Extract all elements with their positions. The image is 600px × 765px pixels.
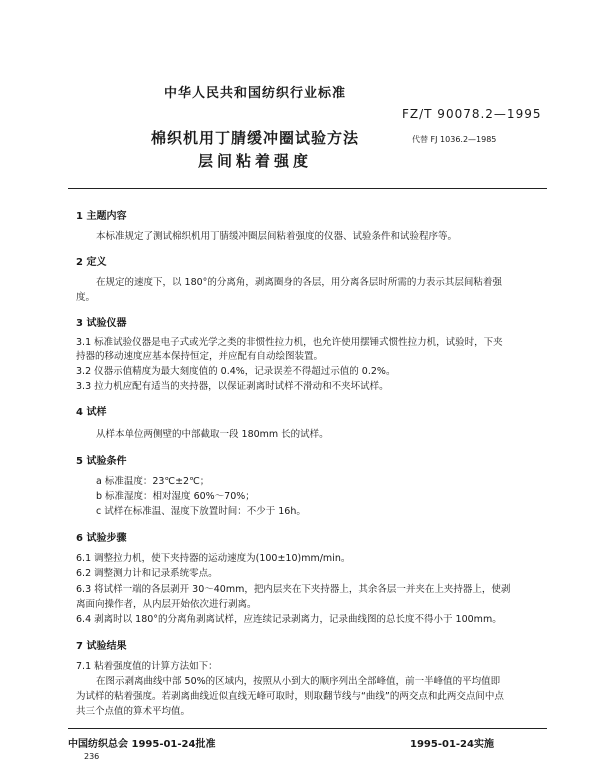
section-5-item-a: a 标准温度：23℃±2℃； [96,476,210,487]
section-6-item-3-line-2: 离面向操作者，从内层开始依次进行剥离。 [76,599,257,610]
section-2-heading: 2 定义 [76,257,107,268]
section-5-item-b: b 标准湿度：相对湿度 60%～70%； [96,491,255,502]
footer-divider [68,728,547,729]
section-4-heading: 4 试样 [76,407,107,418]
section-3-item-1-line-2: 持器的移动速度应基本保持恒定，并应配有自动绘图装置。 [76,351,324,362]
section-7-item-1: 7.1 粘着强度值的计算方法如下： [76,661,218,672]
section-6-item-4: 6.4 剥离时以 180°的分离角剥离试样，应连续记录剥离力，记录曲线图的总长度不得小于 100mm。 [76,614,502,625]
standard-number: FZ/T 90078.2—1995 [402,107,542,121]
section-3-heading: 3 试验仪器 [76,318,127,329]
document-title: 棉织机用丁腈缓冲圈试验方法 [150,129,359,147]
section-7-text-line-3: 共三个点值的算术平均值。 [76,706,191,717]
issuer-title: 中华人民共和国纺织行业标准 [163,86,346,101]
section-6-item-1: 6.1 调整拉力机，使下夹持器的运动速度为(100±10)mm/min。 [76,553,351,564]
header-divider [68,188,547,189]
replaces-note: 代替 FJ 1036.2—1985 [412,135,497,144]
page-number: 236 [84,752,100,761]
section-1-heading: 1 主题内容 [76,211,127,222]
section-1-text: 本标准规定了测试棉织机用丁腈缓冲圈层间粘着强度的仪器、试验条件和试验程序等。 [96,231,458,242]
section-5-item-c: c 试样在标准温、湿度下放置时间：不少于 16h。 [96,506,306,517]
section-7-text-line-1: 在图示剥离曲线中部 50%的区域内，按照从小到大的顺序列出全部峰值，前一半峰值的平均值即 [96,676,501,687]
section-5-heading: 5 试验条件 [76,456,127,467]
section-6-item-3-line-1: 6.3 将试样一端的各层剥开 30～40mm，把内层夹在下夹持器上，其余各层一并夹在上夹持器上，使剥 [76,584,511,595]
section-6-item-2: 6.2 调整测力计和记录系统零点。 [76,568,218,579]
section-4-text: 从样本单位两侧壁的中部截取一段 180mm 长的试样。 [96,429,329,440]
section-3-item-3: 3.3 拉力机应配有适当的夹持器，以保证剥离时试样不滑动和不夹坏试样。 [76,381,389,392]
section-6-heading: 6 试验步骤 [76,533,127,544]
section-2-text-line-2: 度。 [76,292,96,303]
section-7-heading: 7 试验结果 [76,641,127,652]
section-3-item-2: 3.2 仪器示值精度为最大刻度值的 0.4%，记录误差不得超过示值的 0.2%。 [76,366,396,377]
effective-date: 1995-01-24实施 [410,739,494,750]
document-subtitle: 层间粘着强度 [197,152,312,170]
section-2-text-line-1: 在规定的速度下，以 180°的分离角，剥离圈身的各层，用分离各层时所需的力表示其层间粘着强 [96,277,502,288]
section-3-item-1-line-1: 3.1 标准试验仪器是电子式或光学之类的非惯性拉力机，也允许使用摆锤式惯性拉力机，试验时，下夹 [76,337,503,348]
approval-date: 中国纺织总会 1995-01-24批准 [68,739,216,750]
section-7-text-line-2: 为试样的粘着强度。若剥离曲线近似直线无峰可取时，则取翻节线与“曲线”的两交点和此两交点间中点 [76,691,504,702]
